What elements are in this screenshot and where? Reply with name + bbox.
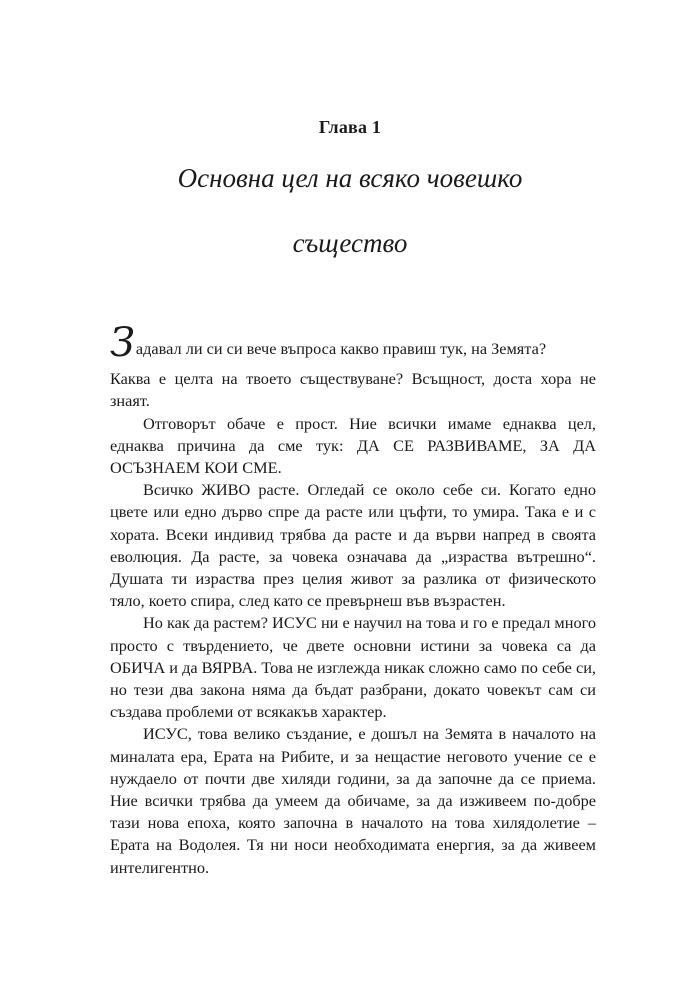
- paragraph-1: Каква е целта на твоето съществуване? Всъщност, доста хора не знаят.: [110, 369, 596, 411]
- paragraph-2: Отговорът обаче е прост. Ние всички имаме еднаква цел, еднаква причина да сме тук: ДА СЕ РАЗВИВАМЕ, ЗА ДА ОСЪЗНАЕМ КОИ СМЕ.: [110, 413, 596, 478]
- chapter-title-line-2: същество: [292, 228, 408, 258]
- paragraph-4: Но как да растем? ИСУС ни е научил на това и го е предал много просто с твърдението, че двете основни истини за човека са да ОБИЧА и да ВЯРВА. Това не изглежда никак сложно само по себе си, но тези два закона няма да бъдат разбрани, докато човекът сам си създава проблеми от всякакъв характер.: [110, 613, 596, 722]
- paragraph-3: Всичко ЖИВО расте. Огледай се около себе си. Когато едно цвете или едно дърво спре да расте или цъфти, то умира. Така е и с хората. Всеки индивид трябва да расте и да върви напред в своята еволюция. Да расте, за човека означава да „израства вътрешно“. Душата ти израства през целия живот за разлика от физическото тяло, което спира, след като се превърнеш във възрастен.: [110, 480, 596, 611]
- opening-line-text: адавал ли си си вече въпроса какво правиш тук, на Земята?: [135, 339, 547, 358]
- drop-cap: З: [110, 320, 135, 366]
- chapter-title-line-1: Основна цел на всяко човешко: [177, 163, 523, 193]
- chapter-body: [110, 320, 596, 879]
- chapter-label: Глава 1: [318, 117, 382, 137]
- paragraph-5: ИСУС, това велико създание, е дошъл на Земята в началото на миналата ера, Ерата на Рибите, и за нещастие неговото учение се е нуждаело от почти две хиляди години, за да започне да се приема. Ние всички трябва да умеем да обичаме, за да изживеем по-добре тази нова епоха, която започна в началото на това хилядолетие – Ерата на Водолея. Тя ни носи необходимата енергия, за да живеем интелигентно.: [110, 724, 596, 877]
- paragraph-opening-line: [110, 320, 596, 366]
